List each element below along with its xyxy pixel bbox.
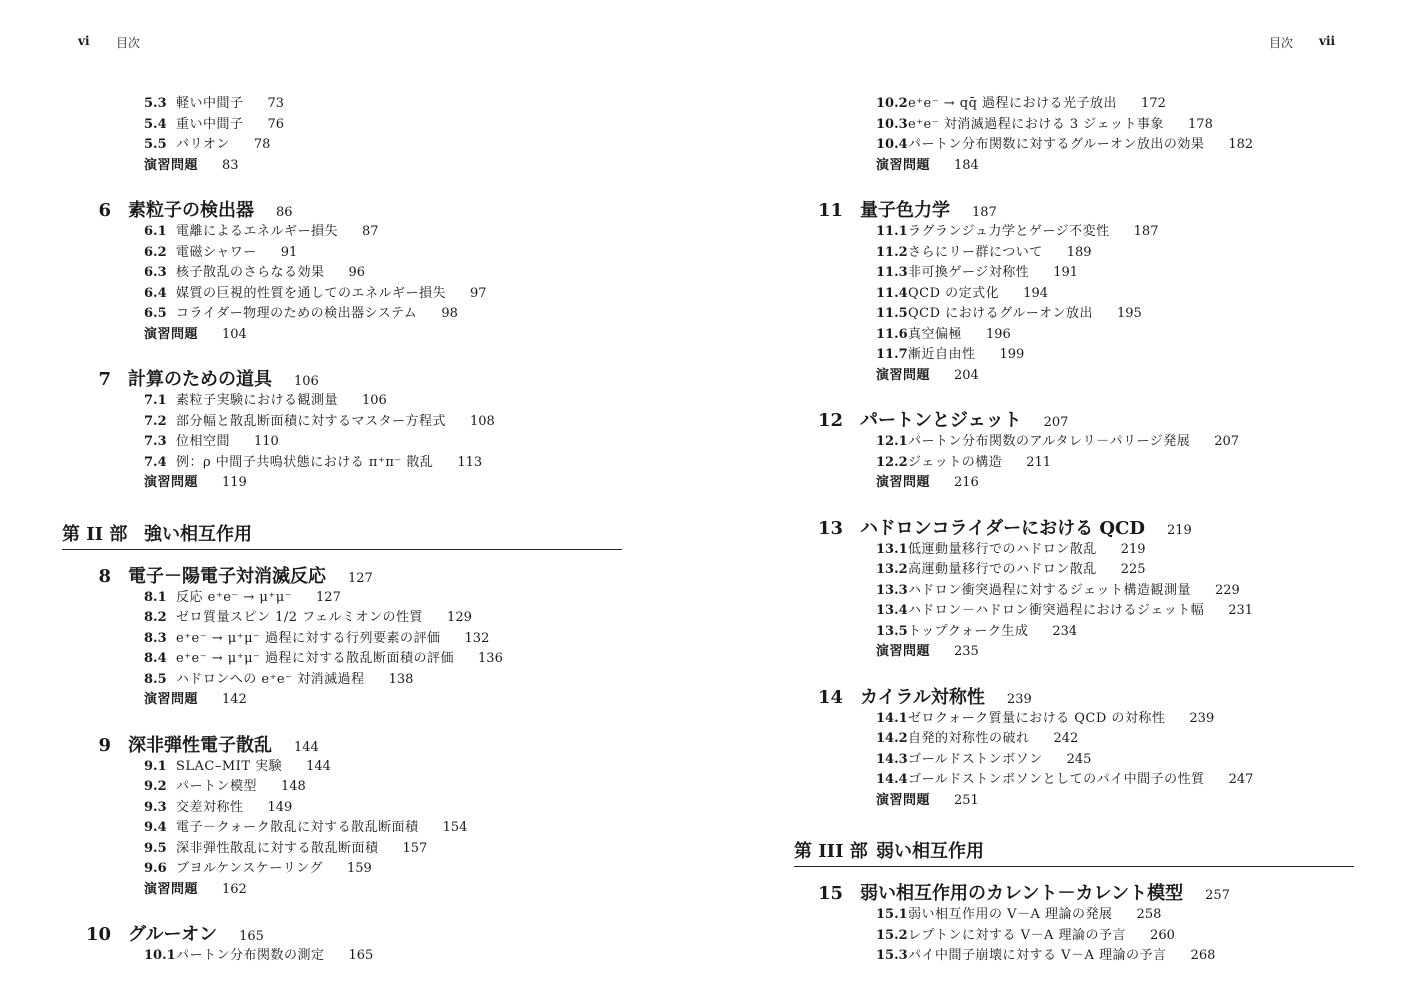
section-title: 例：ρ 中間子共鳴状態における π⁺π⁻ 散乱 [176, 454, 434, 470]
section-number: 13.2 [876, 562, 908, 577]
section-entry [62, 261, 622, 282]
chapter-title: パートンとジェット [860, 410, 1022, 431]
chapter-page: 86 [276, 205, 293, 220]
page-number: vii [1319, 34, 1336, 48]
section-page: 195 [1117, 306, 1142, 321]
section-page: 78 [253, 137, 271, 152]
chapter-page: 187 [972, 205, 997, 220]
section-entry [62, 113, 622, 134]
section-number: 6.1 [144, 224, 167, 239]
section-entry [62, 389, 622, 410]
section-page: 162 [222, 881, 247, 897]
section-page: 154 [442, 820, 468, 835]
section-title: パートン模型 [176, 779, 258, 794]
section-entry [794, 903, 1354, 924]
section-number: 13.3 [876, 582, 908, 598]
section-page: 73 [267, 96, 285, 111]
chapter-entry [794, 879, 1354, 965]
section-title: e⁺e⁻ → μ⁺μ⁻ 過程に対する散乱断面積の評価 [176, 651, 455, 666]
section-page: 187 [1133, 224, 1159, 239]
section-entry [794, 113, 1354, 134]
section-number: 15.2 [876, 927, 908, 943]
exercises-entry [794, 364, 1354, 385]
section-page: 149 [267, 799, 293, 815]
section-entry [794, 261, 1354, 282]
section-page: 189 [1066, 244, 1092, 260]
section-entry [794, 748, 1354, 769]
section-number: 6.2 [144, 244, 167, 260]
section-title: ハドロンへの e⁺e⁻ 対消滅過程 [176, 671, 365, 687]
section-number: 10.2 [876, 96, 908, 111]
section-entry [62, 944, 622, 965]
section-number: 9.2 [144, 779, 167, 794]
chapter-heading [62, 365, 622, 389]
section-number: 14.4 [876, 772, 908, 787]
section-number: 12.2 [876, 454, 908, 470]
section-number: 10.3 [876, 116, 908, 132]
section-entry [794, 620, 1354, 641]
section-number: 11.3 [876, 265, 908, 280]
section-title: QCD の定式化 [908, 285, 1000, 301]
section-title: ジェットの構造 [908, 454, 1003, 470]
section-page: 204 [954, 367, 979, 383]
section-entry [794, 538, 1354, 559]
section-title: 軽い中間子 [176, 96, 244, 111]
section-title: 交差対称性 [176, 799, 244, 815]
section-number: 10.4 [876, 137, 908, 152]
section-page: 178 [1188, 116, 1213, 132]
section-title: ゴールドストンボソン [908, 751, 1043, 767]
section-page: 96 [348, 265, 366, 280]
chapter-title: 量子色力学 [860, 200, 950, 221]
section-title: パートン分布関数のアルタレリ－パリージ発展 [908, 434, 1191, 449]
section-entry [62, 857, 622, 878]
chapter-heading [62, 562, 622, 586]
section-title: 電子－クォーク散乱に対する散乱断面積 [176, 820, 419, 835]
section-entry [62, 755, 622, 776]
section-group [794, 92, 1354, 174]
chapter-page: 106 [294, 374, 319, 389]
section-page: 113 [457, 454, 483, 470]
section-title: 演習問題 [876, 475, 931, 490]
chapter-title: 素粒子の検出器 [128, 200, 254, 221]
section-page: 172 [1141, 96, 1166, 111]
running-head: 目次 [116, 36, 141, 50]
chapter-heading [794, 879, 1354, 903]
section-title: 演習問題 [144, 326, 199, 342]
section-entry [794, 133, 1354, 154]
section-title: さらにリー群について [908, 244, 1043, 260]
section-page: 142 [222, 692, 247, 707]
section-page: 219 [1120, 541, 1146, 557]
section-page: 242 [1053, 731, 1079, 746]
section-title: QCD におけるグルーオン放出 [908, 306, 1094, 321]
exercises-entry [794, 640, 1354, 661]
chapter-entry [62, 562, 622, 709]
section-page: 83 [222, 157, 239, 173]
exercises-entry [794, 789, 1354, 810]
section-entry [794, 323, 1354, 344]
page-number: vi [78, 34, 90, 48]
section-number: 10.1 [144, 948, 176, 963]
chapter-title: カイラル対称性 [860, 686, 985, 708]
chapter-number: 12 [817, 410, 843, 431]
section-entry [794, 282, 1354, 303]
section-number: 8.3 [144, 630, 167, 646]
section-number: 11.2 [876, 244, 908, 260]
section-page: 182 [1228, 137, 1254, 152]
section-entry [62, 668, 622, 689]
section-entry [62, 451, 622, 472]
section-number: 13.5 [876, 623, 908, 639]
section-entry [794, 599, 1354, 620]
section-entry [62, 647, 622, 668]
section-title: 演習問題 [144, 692, 199, 707]
section-entry [62, 133, 622, 154]
part-heading [794, 831, 1354, 867]
section-entry [62, 775, 622, 796]
section-entry [794, 451, 1354, 472]
section-title: 演習問題 [144, 157, 199, 173]
section-group [62, 92, 622, 174]
chapter-title: 電子－陽電子対消滅反応 [128, 565, 326, 587]
chapter-number: 14 [817, 686, 843, 708]
section-number: 5.3 [144, 96, 167, 111]
section-title: パートン分布関数の測定 [176, 948, 325, 963]
exercises-entry [62, 688, 622, 709]
section-number: 5.5 [144, 137, 167, 152]
chapter-entry [62, 196, 622, 343]
section-number: 8.4 [144, 651, 167, 666]
section-number: 11.7 [876, 347, 908, 362]
section-page: 98 [441, 306, 458, 321]
section-title: 深非弾性散乱に対する散乱断面積 [176, 840, 379, 856]
section-title: e⁺e⁻ → qq̄ 過程における光子放出 [908, 96, 1118, 111]
section-page: 191 [1053, 265, 1079, 280]
part-title: 強い相互作用 [144, 523, 252, 545]
running-head: 目次 [1269, 36, 1294, 50]
section-title: 非可換ゲージ対称性 [908, 265, 1030, 280]
section-title: 演習問題 [876, 644, 931, 659]
exercises-entry [794, 471, 1354, 492]
section-number: 6.5 [144, 306, 167, 321]
section-page: 229 [1214, 582, 1240, 598]
exercises-entry [794, 154, 1354, 175]
section-page: 104 [222, 326, 247, 342]
section-title: 演習問題 [144, 881, 199, 897]
section-page: 148 [281, 779, 306, 794]
chapter-entry [794, 683, 1354, 810]
section-title: 電離によるエネルギー損失 [176, 224, 339, 239]
section-page: 129 [447, 610, 472, 625]
chapter-heading [794, 683, 1354, 707]
section-entry [62, 816, 622, 837]
section-page: 251 [954, 792, 979, 808]
section-number: 11.5 [876, 306, 908, 321]
section-page: 234 [1052, 623, 1078, 639]
part-title: 弱い相互作用 [876, 841, 984, 862]
section-page: 132 [464, 630, 490, 646]
section-entry [794, 92, 1354, 113]
chapter-page: 144 [294, 739, 319, 755]
section-title: ハドロン衝突過程に対するジェット構造観測量 [908, 582, 1191, 598]
section-page: 136 [478, 651, 503, 666]
section-page: 196 [986, 326, 1011, 342]
chapter-entry [62, 731, 622, 899]
chapter-entry [62, 365, 622, 492]
section-title: 電磁シャワー [176, 244, 257, 260]
section-entry [62, 302, 622, 323]
section-title: 弱い相互作用の V－A 理論の発展 [908, 907, 1113, 922]
section-title: 演習問題 [876, 157, 931, 173]
section-page: 231 [1228, 603, 1254, 618]
section-page: 211 [1026, 454, 1052, 470]
section-entry [62, 410, 622, 431]
chapter-number: 6 [98, 200, 111, 221]
section-title: 素粒子実験における観測量 [176, 393, 339, 408]
section-page: 165 [348, 948, 374, 963]
chapter-heading [62, 920, 622, 944]
section-number: 8.2 [144, 610, 167, 625]
section-page: 258 [1136, 907, 1162, 922]
section-title: トップクォーク生成 [908, 623, 1029, 639]
section-page: 225 [1120, 562, 1146, 577]
chapter-heading [794, 406, 1354, 430]
section-number: 7.2 [144, 413, 167, 429]
chapter-entry [794, 406, 1354, 492]
section-entry [62, 796, 622, 817]
section-title: レプトンに対する V－A 理論の予言 [908, 927, 1127, 943]
section-page: 138 [388, 671, 414, 687]
chapter-title: ハドロンコライダーにおける QCD [860, 517, 1145, 539]
chapter-number: 11 [817, 200, 843, 221]
section-title: ラグランジュ力学とゲージ不変性 [908, 224, 1110, 239]
section-page: 157 [402, 840, 428, 856]
section-title: 演習問題 [876, 367, 931, 383]
section-entry [794, 707, 1354, 728]
section-title: パートン分布関数に対するグルーオン放出の効果 [908, 137, 1205, 152]
section-entry [62, 241, 622, 262]
section-entry [62, 282, 622, 303]
section-title: 高運動量移行でのハドロン散乱 [908, 562, 1097, 577]
section-title: 演習問題 [876, 792, 931, 808]
section-page: 199 [999, 347, 1025, 362]
toc-list [62, 92, 622, 987]
section-page: 119 [222, 475, 247, 490]
section-title: 真空偏極 [908, 326, 963, 342]
exercises-entry [62, 471, 622, 492]
section-title: ブヨルケンスケーリング [176, 861, 323, 876]
section-entry [62, 627, 622, 648]
chapter-number: 8 [98, 565, 111, 587]
section-entry [794, 924, 1354, 945]
section-page: 207 [1214, 434, 1240, 449]
part-heading [62, 514, 622, 550]
section-page: 106 [362, 393, 387, 408]
section-entry [62, 430, 622, 451]
section-page: 184 [954, 157, 979, 173]
section-entry [794, 944, 1354, 965]
chapter-title: グルーオン [128, 924, 218, 945]
section-page: 194 [1023, 285, 1048, 301]
part-label: 第 III 部 [794, 841, 868, 862]
chapter-title: 弱い相互作用のカレント－カレント模型 [860, 883, 1184, 904]
section-number: 13.4 [876, 603, 908, 618]
chapter-number: 7 [98, 369, 111, 390]
section-entry [62, 220, 622, 241]
chapter-number: 13 [817, 517, 843, 539]
section-number: 8.1 [144, 589, 167, 605]
section-number: 8.5 [144, 671, 167, 687]
section-entry [794, 220, 1354, 241]
chapter-title: 深非弾性電子散乱 [128, 734, 272, 756]
section-number: 6.4 [144, 285, 167, 301]
chapter-number: 9 [98, 734, 111, 756]
section-number: 14.3 [876, 751, 908, 767]
right-page [704, 0, 1409, 1000]
section-entry [794, 558, 1354, 579]
section-page: 245 [1066, 751, 1092, 767]
section-title: 部分幅と散乱断面積に対するマスター方程式 [176, 413, 447, 429]
section-title: 核子散乱のさらなる効果 [176, 265, 325, 280]
chapter-entry [62, 920, 622, 965]
section-number: 7.3 [144, 434, 167, 449]
section-title: 低運動量移行でのハドロン散乱 [908, 541, 1097, 557]
chapter-page: 219 [1166, 522, 1192, 538]
section-page: 144 [306, 758, 331, 774]
section-number: 14.2 [876, 731, 908, 746]
section-number: 13.1 [876, 541, 908, 557]
section-title: ハドロン－ハドロン衝突過程におけるジェット幅 [908, 603, 1205, 618]
section-title: 重い中間子 [176, 116, 244, 132]
left-page [0, 0, 704, 1000]
section-title: バリオン [176, 137, 230, 152]
section-page: 91 [280, 244, 298, 260]
part-label: 第 II 部 [62, 523, 128, 545]
section-title: 自発的対称性の破れ [908, 731, 1030, 746]
chapter-entry [794, 514, 1354, 661]
section-title: e⁺e⁻ 対消滅過程における 3 ジェット事象 [908, 116, 1165, 132]
section-page: 239 [1189, 710, 1215, 726]
toc-list [794, 92, 1354, 987]
section-entry [62, 606, 622, 627]
section-entry [794, 430, 1354, 451]
chapter-page: 127 [348, 570, 373, 586]
section-page: 260 [1150, 927, 1175, 943]
section-number: 11.1 [876, 224, 908, 239]
section-page: 127 [316, 589, 341, 605]
chapter-heading [62, 731, 622, 755]
section-title: SLAC–MIT 実験 [176, 758, 283, 774]
section-title: 媒質の巨視的性質を通してのエネルギー損失 [176, 285, 447, 301]
chapter-number: 10 [85, 924, 111, 945]
section-entry [794, 768, 1354, 789]
section-number: 7.4 [144, 454, 167, 470]
exercises-entry [62, 154, 622, 175]
section-number: 15.1 [876, 907, 908, 922]
section-entry [794, 241, 1354, 262]
section-page: 110 [254, 434, 279, 449]
section-number: 14.1 [876, 710, 908, 726]
section-number: 9.4 [144, 820, 167, 835]
section-page: 216 [954, 475, 979, 490]
section-title: 演習問題 [144, 475, 199, 490]
section-title: コライダー物理のための検出器システム [176, 306, 418, 321]
section-title: e⁺e⁻ → μ⁺μ⁻ 過程に対する行列要素の評価 [176, 630, 441, 646]
section-number: 6.3 [144, 265, 167, 280]
section-title: 漸近自由性 [908, 347, 976, 362]
exercises-entry [62, 878, 622, 899]
section-title: 位相空間 [176, 434, 231, 449]
section-entry [794, 343, 1354, 364]
section-number: 11.6 [876, 326, 908, 342]
section-number: 7.1 [144, 393, 167, 408]
section-title: 反応 e⁺e⁻ → μ⁺μ⁻ [176, 589, 293, 605]
chapter-page: 257 [1205, 888, 1230, 903]
section-title: ゼロクォーク質量における QCD の対称性 [908, 710, 1166, 726]
section-number: 15.3 [876, 948, 908, 963]
chapter-heading [794, 196, 1354, 220]
section-page: 76 [267, 116, 285, 132]
section-title: ゼロ質量スピン 1/2 フェルミオンの性質 [176, 610, 424, 625]
section-number: 9.1 [144, 758, 167, 774]
section-page: 97 [470, 285, 487, 301]
section-page: 159 [346, 861, 372, 876]
section-page: 87 [362, 224, 379, 239]
section-title: ゴールドストンボソンとしてのパイ中間子の性質 [908, 772, 1205, 787]
exercises-entry [62, 323, 622, 344]
chapter-heading [794, 514, 1354, 538]
section-entry [62, 92, 622, 113]
chapter-entry [794, 196, 1354, 384]
section-entry [794, 302, 1354, 323]
section-entry [62, 586, 622, 607]
section-number: 9.3 [144, 799, 167, 815]
section-page: 108 [470, 413, 495, 429]
section-page: 235 [954, 644, 979, 659]
section-entry [62, 837, 622, 858]
section-number: 12.1 [876, 434, 908, 449]
chapter-number: 15 [817, 883, 843, 904]
section-entry [794, 727, 1354, 748]
section-number: 9.6 [144, 861, 167, 876]
section-number: 5.4 [144, 116, 167, 132]
section-page: 268 [1190, 948, 1216, 963]
section-page: 247 [1228, 772, 1254, 787]
chapter-page: 207 [1043, 415, 1069, 430]
section-number: 9.5 [144, 840, 167, 856]
section-title: パイ中間子崩壊に対する V－A 理論の予言 [908, 948, 1167, 963]
chapter-page: 239 [1006, 691, 1032, 707]
chapter-page: 165 [239, 929, 264, 944]
section-number: 11.4 [876, 285, 908, 301]
chapter-heading [62, 196, 622, 220]
section-entry [794, 579, 1354, 600]
chapter-title: 計算のための道具 [128, 369, 272, 390]
